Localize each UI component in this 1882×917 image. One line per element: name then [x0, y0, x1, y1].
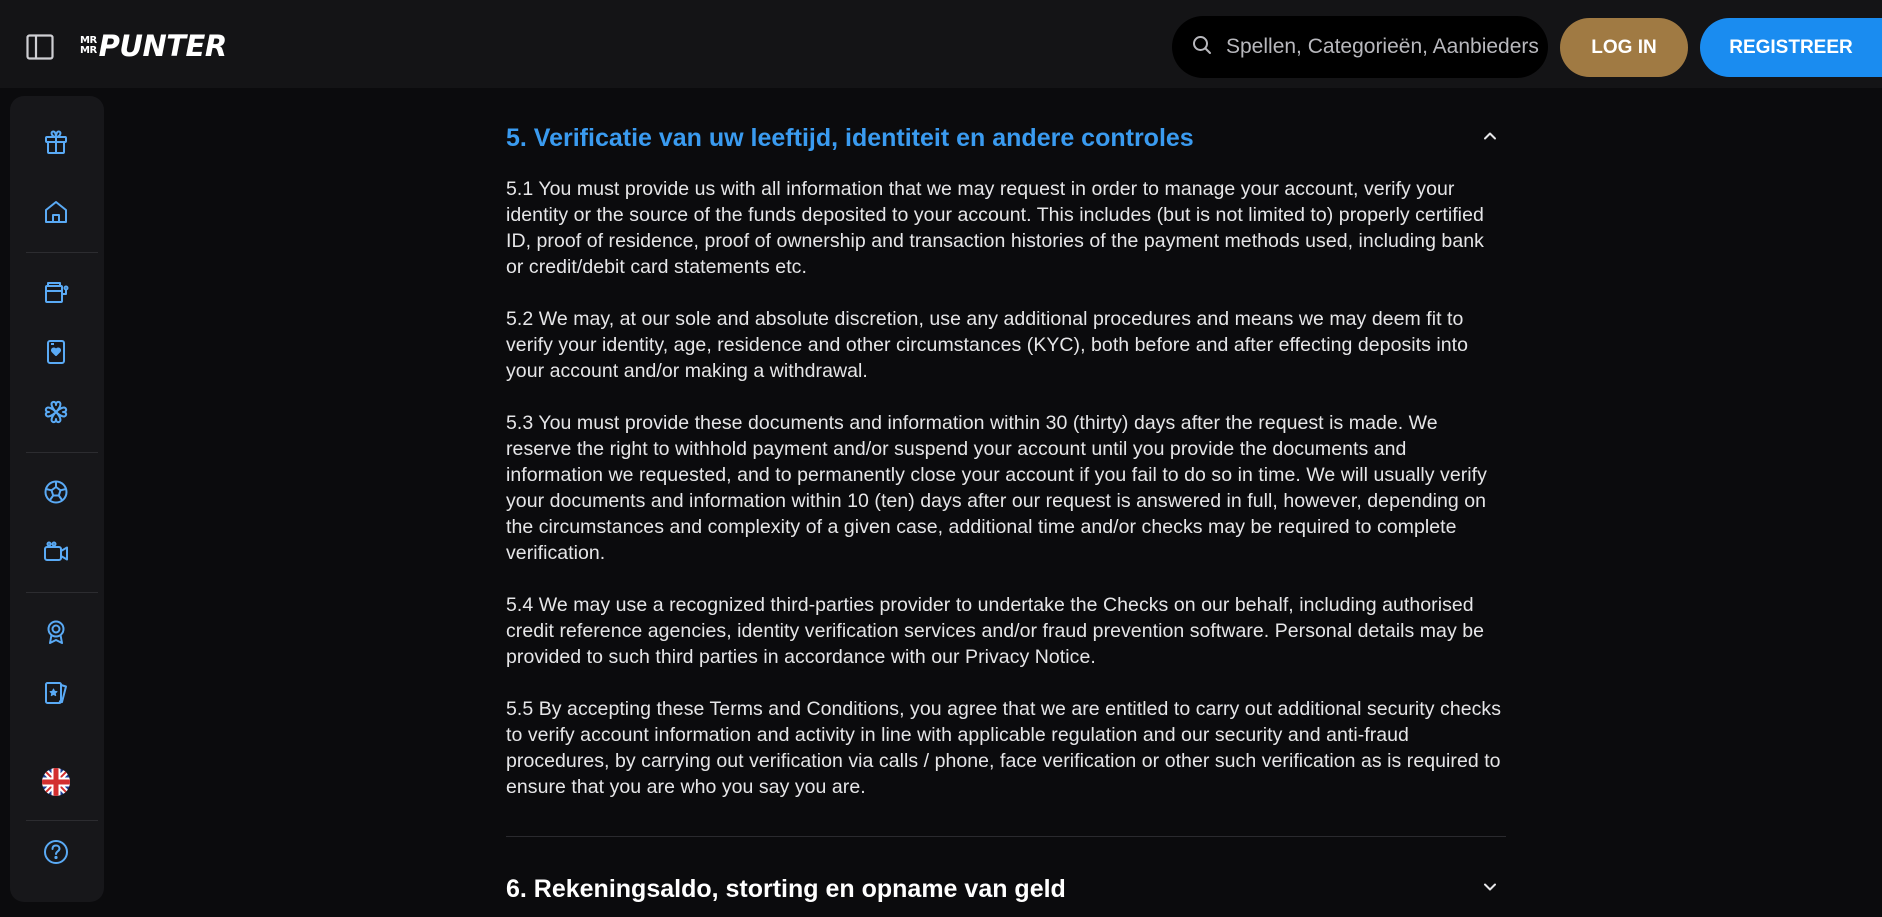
- clover-icon[interactable]: [34, 390, 78, 434]
- top-bar: [0, 0, 1882, 88]
- section-5-title: 5. Verificatie van uw leeftijd, identiteit en andere controles: [506, 123, 1194, 152]
- home-icon[interactable]: [34, 190, 78, 234]
- chevron-up-icon[interactable]: [1480, 126, 1500, 151]
- section-6-title: 6. Rekeningsaldo, storting en opname van geld: [506, 874, 1066, 903]
- section-5-header[interactable]: [506, 110, 1506, 166]
- terms-content: [506, 110, 1506, 917]
- help-icon[interactable]: [34, 830, 78, 874]
- video-camera-icon[interactable]: [34, 530, 78, 574]
- search-icon: [1192, 35, 1212, 60]
- sidebar-divider: [26, 452, 98, 453]
- paragraph-5-1: 5.1 You must provide us with all information that we may request in order to manage your account, verify your identity or the source of the funds deposited to your account. This includes (but is not limited to) properly certified ID, proof of residence, proof of ownership and transaction histories of the payment methods used, including bank or credit/debit card statements etc.: [506, 178, 1484, 278]
- logo-prefix: MR MR: [80, 35, 97, 56]
- login-button[interactable]: LOG IN: [1560, 18, 1688, 77]
- playing-card-icon[interactable]: [34, 330, 78, 374]
- sidebar-divider: [26, 592, 98, 593]
- logo-name: PUNTER: [98, 29, 227, 63]
- sidebar-divider: [26, 820, 98, 821]
- sidebar: [10, 96, 104, 902]
- paragraph-5-5: 5.5 By accepting these Terms and Conditions, you agree that we are entitled to carry out additional security checks to verify account information and activity in line with applicable regulation and our security and anti-fraud procedures, by carrying out verification via calls / phone, face verification or other such verification as is required to ensure that you are who you say you are.: [506, 698, 1502, 798]
- sidebar-toggle-icon[interactable]: [26, 34, 54, 60]
- paragraph-5-3: 5.3 You must provide these documents and information within 30 (thirty) days after the request is made. We reserve the right to withhold payment and/or suspend your account until you provide the documents and information we requested, and to permanently close your account if you fail to do so in time. We will usually verify your documents and information within 10 (ten) days after our request is answered in full, however, depending on the circumstances and complexity of a given case, additional time and/or checks may be required to complete verification.: [506, 412, 1487, 564]
- search-bar[interactable]: [1172, 16, 1548, 78]
- register-button[interactable]: REGISTREER: [1700, 18, 1882, 77]
- paragraph-5-4: 5.4 We may use a recognized third-parties provider to undertake the Checks on our behalf, including authorised credit reference agencies, identity verification services and/or fraud prevention software. Personal details may be provided to such third parties in accordance with our Privacy Notice.: [506, 594, 1484, 668]
- section-divider: [506, 836, 1506, 837]
- section-6-header[interactable]: [506, 861, 1506, 917]
- uk-flag-icon[interactable]: [34, 760, 78, 804]
- gift-icon[interactable]: [34, 120, 78, 164]
- chevron-down-icon[interactable]: [1480, 877, 1500, 902]
- star-card-icon[interactable]: [34, 670, 78, 714]
- logo[interactable]: [80, 30, 227, 62]
- paragraph-5-2: 5.2 We may, at our sole and absolute discretion, use any additional procedures and means we may deem fit to verify your identity, age, residence and other circumstances (KYC), both before and after effecting deposits into your account and/or making a withdrawal.: [506, 308, 1469, 382]
- soccer-ball-icon[interactable]: [34, 470, 78, 514]
- slot-machine-icon[interactable]: [34, 270, 78, 314]
- sidebar-divider: [26, 252, 98, 253]
- award-icon[interactable]: [34, 610, 78, 654]
- search-input[interactable]: [1224, 34, 1548, 60]
